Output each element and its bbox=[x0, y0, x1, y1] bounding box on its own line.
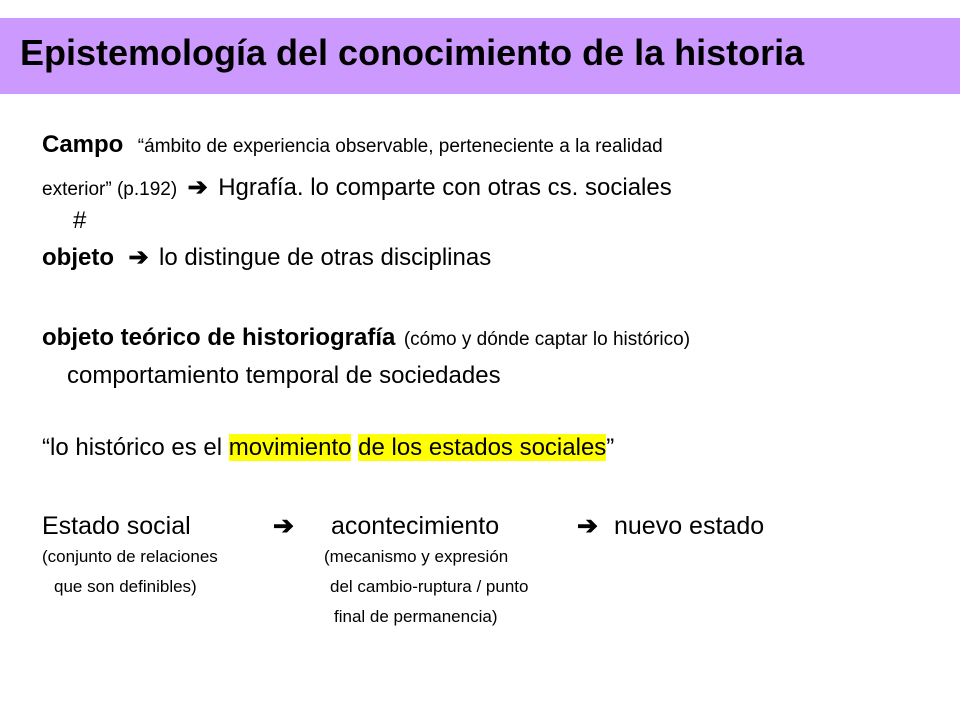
acontecimiento-note-3: final de permanencia) bbox=[334, 607, 498, 626]
quote-close: ” bbox=[606, 434, 615, 461]
campo-quote-part2: exterior” (p.192) bbox=[42, 179, 178, 200]
objeto-teorico-term: objeto teórico de historiografía bbox=[42, 324, 396, 351]
estado-social-note-2: que son definibles) bbox=[54, 577, 197, 596]
objeto-text: lo distingue de otras disciplinas bbox=[159, 244, 492, 271]
acontecimiento-title: acontecimiento bbox=[331, 512, 500, 540]
nuevo-estado-title: nuevo estado bbox=[614, 512, 765, 540]
estado-social-note-1: (conjunto de relaciones bbox=[42, 547, 218, 566]
arrow-icon: ➔ bbox=[128, 244, 149, 271]
quote-line bbox=[42, 436, 614, 460]
quote-open: “lo histórico es el bbox=[42, 434, 223, 461]
objeto-teorico-line-2: comportamiento temporal de sociedades bbox=[67, 362, 501, 389]
campo-line-2 bbox=[42, 176, 672, 200]
campo-line-1 bbox=[42, 133, 663, 157]
arrow-icon: ➔ bbox=[187, 174, 208, 201]
hash-symbol: # bbox=[73, 207, 87, 234]
objeto-line bbox=[42, 246, 491, 270]
estado-social-title: Estado social bbox=[42, 512, 191, 540]
objeto-term: objeto bbox=[42, 244, 114, 271]
acontecimiento-note-2: del cambio-ruptura / punto bbox=[330, 577, 529, 596]
campo-quote-part1: “ámbito de experiencia observable, perteneciente a la realidad bbox=[137, 136, 663, 157]
campo-term: Campo bbox=[42, 131, 124, 158]
quote-highlight-1: movimiento bbox=[228, 434, 352, 461]
objeto-teorico-line bbox=[42, 326, 690, 350]
arrow-icon: ➔ bbox=[273, 512, 294, 540]
arrow-icon: ➔ bbox=[577, 512, 598, 540]
objeto-teorico-note: (cómo y dónde captar lo histórico) bbox=[403, 329, 691, 350]
quote-highlight-2: de los estados sociales bbox=[358, 434, 607, 461]
slide-title: Epistemología del conocimiento de la historia bbox=[20, 32, 805, 73]
acontecimiento-note-1: (mecanismo y expresión bbox=[324, 547, 509, 566]
campo-consequence: Hgrafía. lo comparte con otras cs. sociales bbox=[218, 174, 672, 201]
